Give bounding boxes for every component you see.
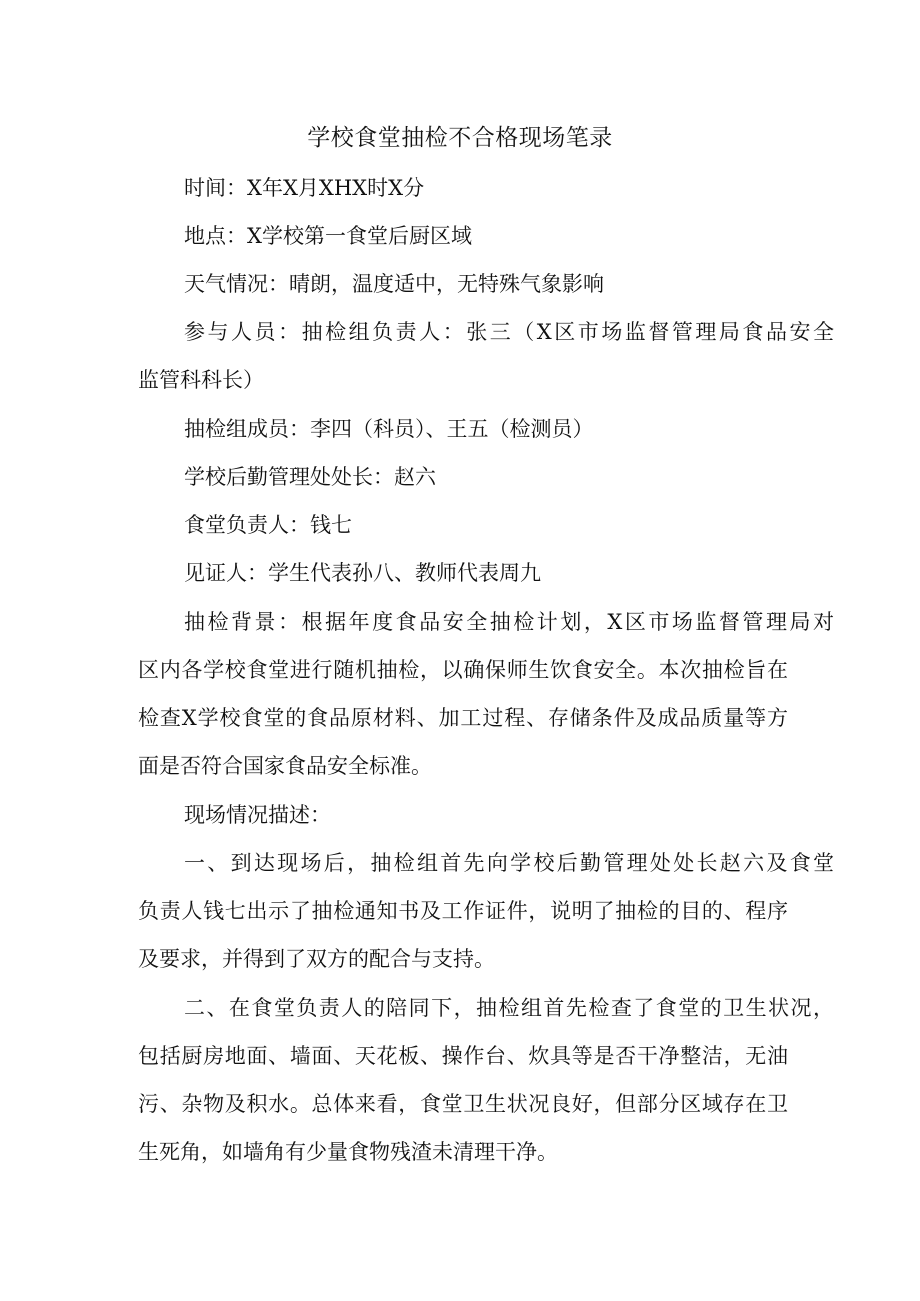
background-line-1: 抽检背景：根据年度食品安全抽检计划，X区市场监督管理局对 (184, 610, 834, 634)
situation-heading: 现场情况描述： (184, 803, 331, 827)
weather-line: 天气情况：晴朗，温度适中，无特殊气象影响 (184, 272, 604, 296)
background-line-3: 检查X学校食堂的食品原材料、加工过程、存储条件及成品质量等方 (138, 706, 788, 730)
background-line-4: 面是否符合国家食品安全标准。 (138, 754, 432, 778)
item-one-line-3: 及要求，并得到了双方的配合与支持。 (138, 947, 495, 971)
background-line-2: 区内各学校食堂进行随机抽检，以确保师生饮食安全。本次抽检旨在 (138, 658, 788, 682)
item-two-line-1: 二、在食堂负责人的陪同下，抽检组首先检查了食堂的卫生状况， (184, 996, 834, 1020)
time-line: 时间：X年X月XHX时X分 (184, 176, 425, 200)
team-members-line: 抽检组成员：李四（科员）、王五（检测员） (184, 417, 594, 441)
item-two-line-3: 污、杂物及积水。总体来看，食堂卫生状况良好，但部分区域存在卫 (138, 1092, 788, 1116)
location-line: 地点：X学校第一食堂后厨区域 (184, 224, 472, 248)
document-title: 学校食堂抽检不合格现场笔录 (307, 125, 613, 151)
logistics-head-line: 学校后勤管理处处长：赵六 (184, 465, 436, 489)
item-two-line-2: 包括厨房地面、墙面、天花板、操作台、炊具等是否干净整洁，无油 (138, 1044, 788, 1068)
item-one-line-1: 一、到达现场后，抽检组首先向学校后勤管理处处长赵六及食堂 (184, 851, 834, 875)
witness-line: 见证人：学生代表孙八、教师代表周九 (184, 561, 541, 585)
canteen-head-line: 食堂负责人：钱七 (184, 513, 352, 537)
item-two-line-4: 生死角，如墙角有少量食物残渣未清理干净。 (138, 1140, 558, 1164)
participants-line: 参与人员：抽检组负责人：张三（X区市场监督管理局食品安全 (184, 320, 834, 344)
participants-line-cont: 监管科科长） (138, 368, 264, 392)
item-one-line-2: 负责人钱七出示了抽检通知书及工作证件，说明了抽检的目的、程序 (138, 899, 788, 923)
